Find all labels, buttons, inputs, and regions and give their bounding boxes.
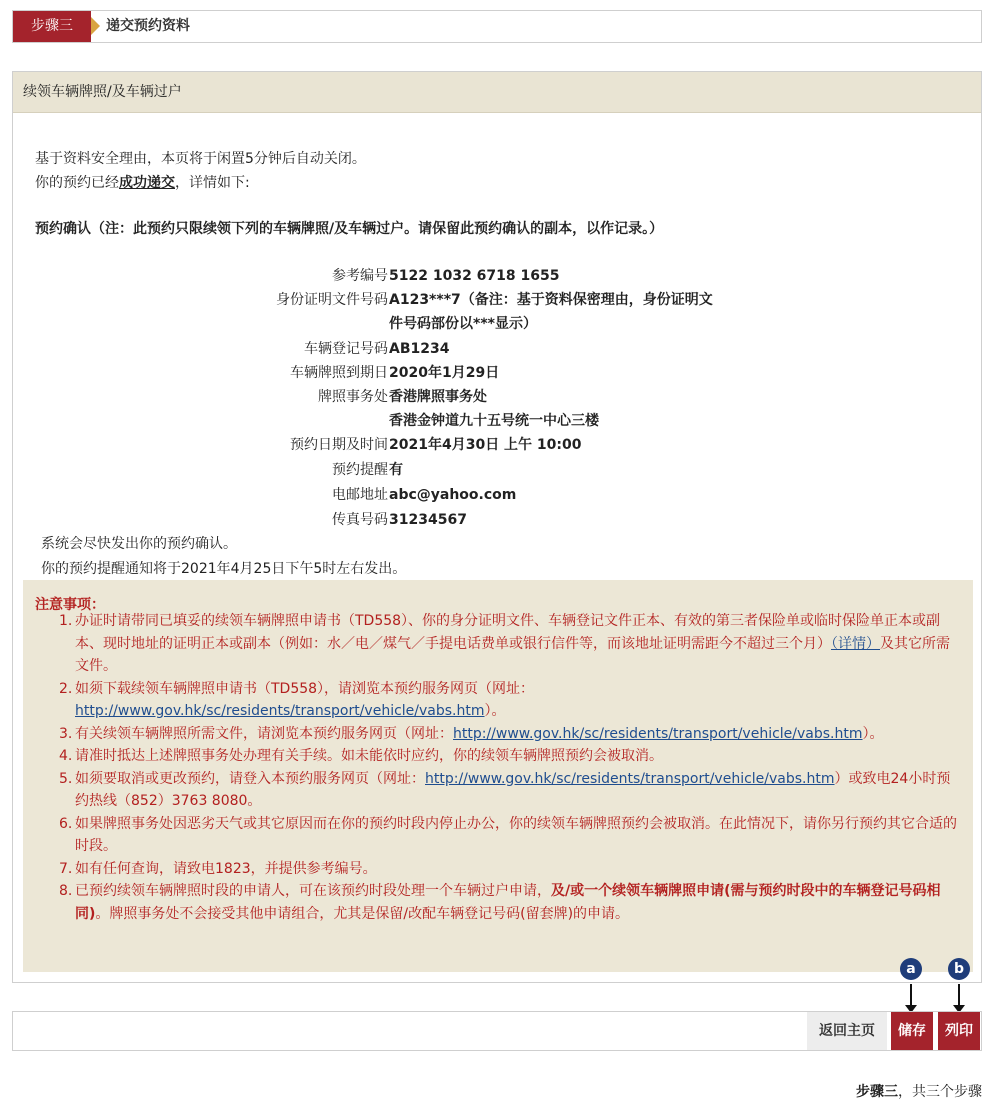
system-message-confirmation: 系统会尽快发出你的预约确认。 [41, 536, 237, 552]
notice-title: 注意事项： [35, 597, 105, 613]
detail-label: 电邮地址 [332, 487, 388, 503]
notice-text: 已预约续领车辆牌照时段的申请人，可在该预约时段处理一个车辆过户申请， [75, 883, 551, 899]
detail-value: 5122 1032 6718 1655 [389, 268, 560, 284]
notice-item [59, 610, 957, 678]
notice-bold-text: 及/或一个续领车辆牌照申请(需与预约时段中的车辆登记号码相同) [75, 883, 941, 922]
notice-number: 7. [59, 860, 73, 877]
notice-number: 4. [59, 748, 73, 764]
detail-label: 车辆牌照到期日 [290, 365, 388, 381]
notice-text: 。牌照事务处不会接受其他申请组合，尤其是保留/改配车辆登记号码(留套牌)的申请。 [95, 905, 630, 922]
office-name: 香港牌照事务处 [389, 389, 487, 405]
detail-label: 预约日期及时间 [290, 437, 388, 453]
notice-number: 8. [59, 883, 73, 899]
submit-prefix: 你的预约已经 [35, 175, 119, 191]
notice-text: 如果牌照事务处因恶劣天气或其它原因而在你的预约时段内停止办公，你的续领车辆牌照预约会被取消。在此情况下，请你另行预约其它合适的时段。 [75, 815, 957, 854]
notice-number: 5. [59, 770, 73, 787]
detail-value: 31234567 [389, 512, 467, 528]
notice-item [59, 678, 957, 723]
step-badge: 步骤三 [13, 11, 91, 42]
notice-text: 如有任何查询，请致电1823，并提供参考编号。 [75, 860, 377, 877]
notice-text: 请准时抵达上述牌照事务处办理有关手续。如未能依时应约，你的续领车辆牌照预约会被取消。 [75, 748, 663, 764]
notice-item [59, 745, 957, 768]
submit-status [35, 172, 250, 192]
detail-value: 2021年4月30日 上午 10:00 [389, 437, 582, 453]
confirmation-note: 预约确认（注：此预约只限续领下列的车辆牌照/及车辆过户。请保留此预约确认的副本，以作记录。） [35, 221, 664, 237]
notice-item [59, 813, 957, 858]
step-title: 递交预约资料 [106, 18, 190, 34]
step-count-total: ，共三个步骤 [898, 1084, 982, 1100]
main-panel [12, 71, 982, 983]
back-home-button[interactable]: 返回主页 [807, 1012, 887, 1050]
notice-item [59, 880, 957, 925]
detail-value: 2020年1月29日 [389, 365, 500, 381]
detail-value [389, 385, 719, 433]
details-link[interactable]: （详情） [831, 635, 880, 652]
panel-header [13, 72, 981, 113]
notice-text: ）。 [484, 703, 506, 719]
detail-value: AB1234 [389, 341, 450, 357]
save-button[interactable]: 储存 [891, 1012, 933, 1050]
action-bar [12, 1011, 982, 1051]
detail-label: 车辆登记号码 [304, 341, 388, 357]
detail-value: abc@yahoo.com [389, 487, 517, 503]
arrow-down-icon [910, 984, 912, 1006]
notice-item [59, 858, 957, 881]
submit-success-text: 成功递交 [119, 175, 175, 191]
notice-number: 6. [59, 815, 73, 832]
submit-suffix: ，详情如下: [175, 175, 250, 191]
marker-b: b [948, 958, 970, 980]
detail-label: 身份证明文件号码 [276, 292, 388, 308]
notice-text: ）或致电24小时预约热线（852）3763 8080。 [75, 770, 951, 809]
notice-number: 1. [59, 613, 73, 629]
panel-heading: 续领车辆牌照/及车辆过户 [23, 84, 182, 100]
office-address: 香港金钟道九十五号统一中心三楼 [389, 413, 599, 429]
detail-value: A123***7（备注：基于资料保密理由，身份证明文件号码部份以***显示） [389, 292, 713, 332]
marker-a: a [900, 958, 922, 980]
step-header [12, 10, 982, 43]
notice-text: 如须要取消或更改预约，请登入本预约服务网页（网址： [75, 770, 425, 787]
step-count-current: 步骤三 [856, 1084, 898, 1100]
arrow-down-icon [958, 984, 960, 1006]
system-message-reminder: 你的预约提醒通知将于2021年4月25日下午5时左右发出。 [41, 561, 407, 577]
detail-label: 牌照事务处 [318, 389, 388, 405]
notice-item [59, 723, 957, 746]
notice-list [23, 610, 957, 925]
notice-text: 办证时请带同已填妥的续领车辆牌照申请书（TD558）、你的身分证明文件、车辆登记文件正本、有效的第三者保险单或临时保险单正本或副本、现时地址的证明正本或副本（例如：水／电／煤气／手提电话费单或银行信件等，而该地址证明需距今不超过三个月） [75, 613, 941, 652]
vabs-link[interactable]: http://www.gov.hk/sc/residents/transport/vehicle/vabs.htm [425, 770, 835, 787]
notice-text: 有关续领车辆牌照所需文件，请浏览本预约服务网页（网址： [75, 725, 453, 742]
vabs-link[interactable]: http://www.gov.hk/sc/residents/transport/vehicle/vabs.htm [75, 703, 485, 719]
notice-text: 及其它所需文件。 [75, 635, 950, 674]
notice-item [59, 768, 957, 813]
notice-text: ）。 [862, 725, 884, 742]
detail-label: 参考编号 [332, 268, 388, 284]
security-notice: 基于资料安全理由，本页将于闲置5分钟后自动关闭。 [35, 151, 366, 167]
notice-text: 如须下载续领车辆牌照申请书（TD558），请浏览本预约服务网页（网址： [75, 680, 535, 697]
notice-box [23, 580, 973, 972]
notice-number: 3. [59, 725, 73, 742]
notice-number: 2. [59, 680, 73, 697]
detail-label: 预约提醒 [332, 462, 388, 478]
detail-value: 有 [389, 462, 403, 478]
vabs-link[interactable]: http://www.gov.hk/sc/residents/transport/vehicle/vabs.htm [453, 725, 863, 742]
print-button[interactable]: 列印 [938, 1012, 980, 1050]
step-count [856, 1081, 982, 1101]
detail-label: 传真号码 [332, 512, 388, 528]
